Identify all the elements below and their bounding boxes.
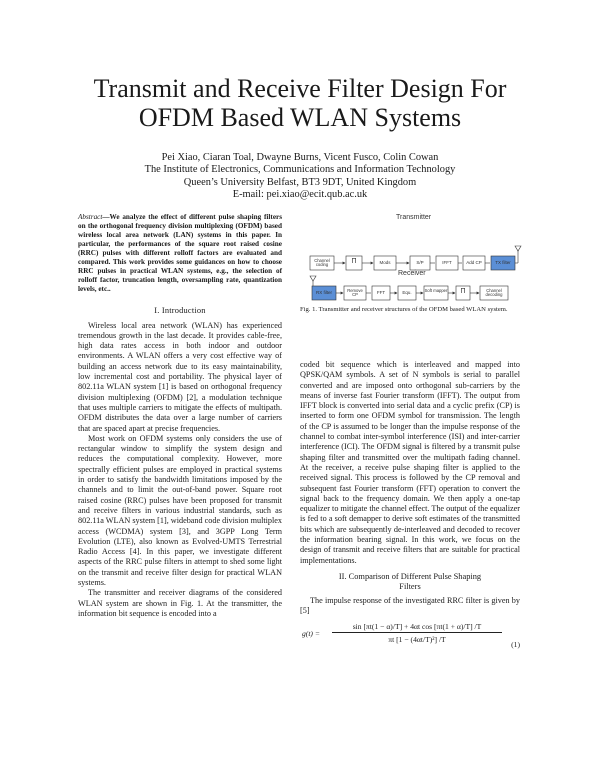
equation-1 (300, 621, 520, 651)
rx-label-fft: FFT (376, 290, 386, 295)
intro-paragraph-3: The transmitter and receiver diagrams of the considered WLAN system are shown in Fig. 1. At the transmitter, the information bit sequence is encoded into a (78, 588, 282, 618)
right-column (300, 360, 520, 651)
equation-numerator: sin [πt(1 − α)/T] + 4αt cos [πt(1 + α)/T] /T (332, 621, 502, 633)
figure-1 (298, 214, 524, 332)
rx-label-softmapper: Soft mapper (424, 288, 448, 293)
rx-label-deinterleaver: Π (460, 288, 466, 295)
equation-lhs: g(t) = (302, 628, 320, 638)
intro-paragraph-2: Most work on OFDM systems only considers the use of rectangular window to simplify the system design and reduces the computational complexity. However, more spectrally efficient pulses are employed in practical systems in order to satisfy the bandwidth limitations imposed by the channels and to limit the out-of-band power. Square root raised cosine (RRC) pulses have been proposed for transmit and receive filters in various industrial standards, such as 802.11a WLAN system [1], wideband code division multiplex access (WCDMA) system [3], and 3GPP Long Term Evolution (LTE), also known as Evolved-UMTS Terrestrial Radio Access [4]. In this paper, we investigate different aspects of the RRC pulse filters in attempt to shed some light on the transmit and receive filter design for practical WLAN systems. (78, 433, 282, 587)
transmitter-row (310, 246, 521, 270)
tx-label-ifft: IFFT (442, 260, 452, 265)
section-2-paragraph-1: The impulse response of the investigated RRC filter is given by [5] (300, 595, 520, 616)
tx-label-addcp: Add CP (466, 260, 482, 265)
author-block (0, 152, 600, 201)
rx-antenna-icon (310, 276, 316, 281)
email: E-mail: pei.xiao@ecit.qub.ac.uk (232, 188, 368, 200)
receiver-row (310, 276, 508, 300)
authors: Pei Xiao, Ciaran Toal, Dwayne Burns, Vicent Fusco, Colin Cowan (161, 152, 439, 163)
rx-label-decoding: Channel decoding (485, 288, 503, 298)
section-2-heading-line-1: II. Comparison of Different Pulse Shaping (338, 571, 482, 581)
title-line-1: Transmit and Receive Filter Design For (93, 74, 507, 103)
intro-paragraph-1: Wireless local area network (WLAN) has experienced tremendous growth in the last decade. It provides cable-free, high data rates access in both indoor and outdoor environments. A WLAN offers a very cost effective way of building an access network due to its easy maintainability, low incremental cost and portability. The physical layer of 802.11a WLAN system [1] is based on orthogonal frequency division multiplexing (OFDM) [2], a modulation technique that uses multiple carriers to mitigate the effects of multipath. OFDM distributes the data over a large number of carriers that are spaced apart at precise frequencies. (78, 320, 282, 433)
tx-label-mods: Mods (379, 260, 391, 265)
section-2-heading-line-2: Filters (399, 581, 421, 591)
title-line-2: OFDM Based WLAN Systems (138, 103, 462, 132)
figure-caption: Fig. 1. Transmitter and receiver structures of the OFDM based WLAN system. (300, 306, 508, 313)
tx-label-coding: Channel coding (314, 258, 330, 268)
abstract-lead: Abstract (78, 213, 103, 221)
equation-denominator: πt [1 − (4αt/T)²] /T (388, 634, 446, 644)
rx-label-filter: RX filter (315, 290, 332, 295)
receiver-label: Receiver (398, 270, 426, 277)
rx-label-removecp: Remove CP (347, 288, 363, 298)
right-paragraph-1: coded bit sequence which is interleaved and mapped into QPSK/QAM symbols. A set of N symbols is serial to parallel converted and are imposed onto orthogonal sub-carriers by the means of inverse fast Fourier transform (IFFT). The output from IFFT block is converted into serial data and a cyclic prefix (CP) is inserted to form one OFDM symbol for transmission. The length of the CP is assumed to be longer than the impulse response of the channel to combat inter-symbol interference (ISI) and inter-carrier interference (ICI). The OFDM signal is filtered by a transmit pulse shaping filter and transmitted over the multipath fading channel. At the receiver, a receive pulse shaping filter is applied to the received signal. This process is followed by the CP removal and subsequent fast Fourier transform (FFT) operation to convert the signal back to the frequency domain. We then apply a one-tap equalizer to mitigate the channel effect. The output of the equalizer is fed to a soft demapper to derive soft estimates of the transmitted bits which are subsequently de-interleaved and decoded to recover the information bearing signal. In this work, we focus on the design of transmit and receive filters that are suitable for practical implementations. (300, 360, 520, 565)
left-column (78, 213, 282, 619)
university: Queen’s University Belfast, BT3 9DT, United Kingdom (183, 176, 417, 188)
abstract (78, 213, 282, 294)
section-2-heading (300, 572, 520, 592)
rx-label-equ: Equ. (402, 290, 412, 295)
tx-label-sp: S/P (416, 260, 424, 265)
equation-number: (1) (511, 639, 520, 649)
abstract-text: —We analyze the effect of different pulse shaping filters on the orthogonal frequency division multiplexing (OFDM) based wireless local area network (LAN) systems in this paper. In particular, the performances of the square root raised cosine (RRC) pulses with different rolloff factors are evaluated and compared. This work provides some guidances on how to choose RRC pulses in practical WLAN systems, e.g., the selection of rolloff factor, truncation length, oversampling rate, quantization levels, etc.. (78, 213, 282, 293)
paper-title (0, 74, 600, 132)
transmitter-label: Transmitter (396, 214, 432, 221)
tx-label-filter: TX filter (495, 260, 511, 265)
intro-heading: I. Introduction (154, 305, 206, 315)
affiliation: The Institute of Electronics, Communications and Information Technology (144, 164, 456, 176)
tx-label-interleaver: Π (351, 258, 357, 265)
